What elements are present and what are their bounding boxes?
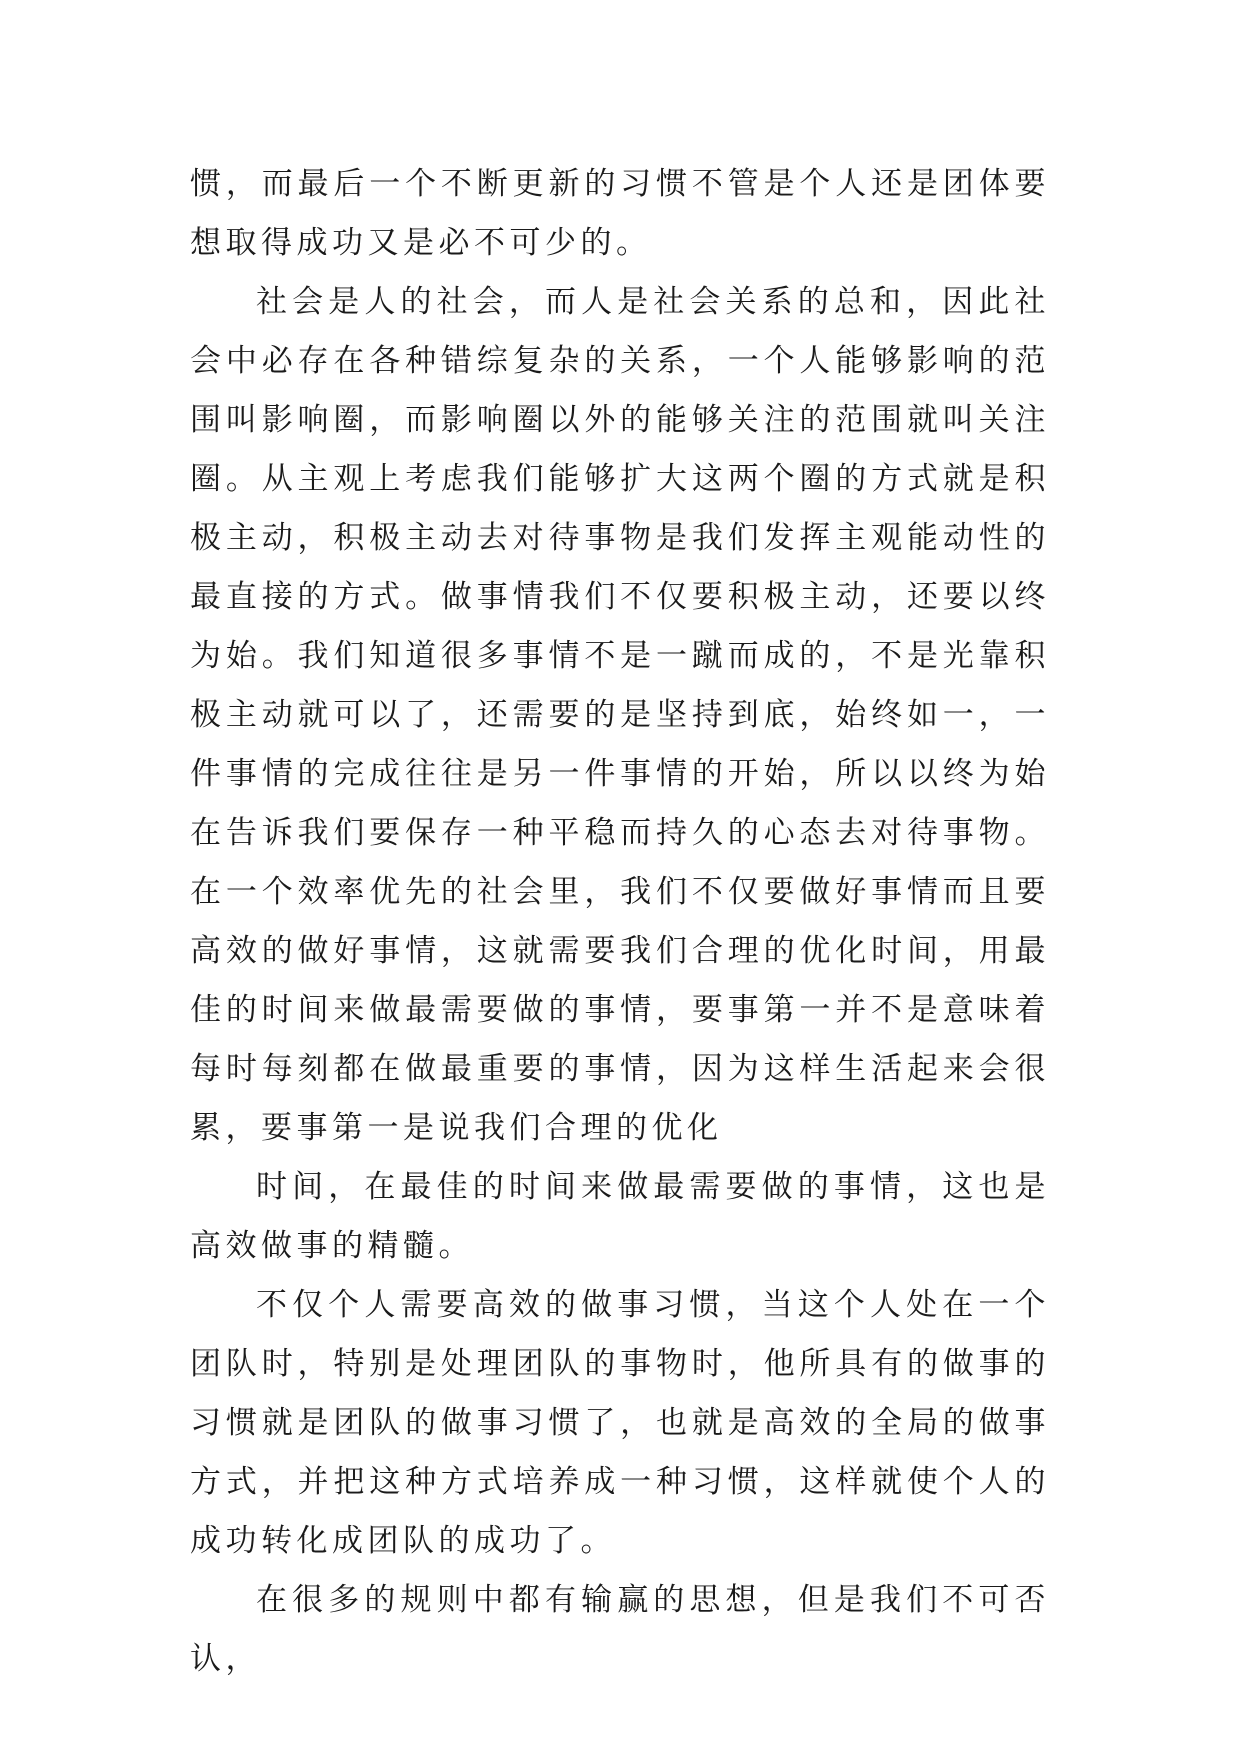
paragraph-win-lose: 在很多的规则中都有输赢的思想，但是我们不可否认， [190,1582,1050,1677]
body-text [190,155,1050,1689]
paragraph-continuation: 惯，而最后一个不断更新的习惯不管是个人还是团体要想取得成功又是必不可少的。 [190,166,1050,261]
paragraph-social-relations: 社会是人的社会，而人是社会关系的总和，因此社会中必存在各种错综复杂的关系，一个人能够影响的范围叫影响圈，而影响圈以外的能够关注的范围就叫关注圈。从主观上考虑我们能够扩大这两个圈的方式就是积极主动，积极主动去对待事物是我们发挥主观能动性的最直接的方式。做事情我们不仅要积极主动，还要以终为始。我们知道很多事情不是一蹴而成的，不是光靠积极主动就可以了，还需要的是坚持到底，始终如一，一件事情的完成往往是另一件事情的开始，所以以终为始在告诉我们要保存一种平稳而持久的心态去对待事物。在一个效率优先的社会里，我们不仅要做好事情而且要高效的做好事情，这就需要我们合理的优化时间，用最佳的时间来做最需要做的事情，要事第一并不是意味着每时每刻都在做最重要的事情，因为这样生活起来会很累，要事第一是说我们合理的优化 [190,284,1050,1146]
paragraph-time-essence: 时间，在最佳的时间来做最需要做的事情，这也是高效做事的精髓。 [190,1169,1050,1264]
paragraph-team-habits: 不仅个人需要高效的做事习惯，当这个人处在一个团队时，特别是处理团队的事物时，他所具有的做事的习惯就是团队的做事习惯了，也就是高效的全局的做事方式，并把这种方式培养成一种习惯，这样就使个人的成功转化成团队的成功了。 [190,1287,1050,1559]
